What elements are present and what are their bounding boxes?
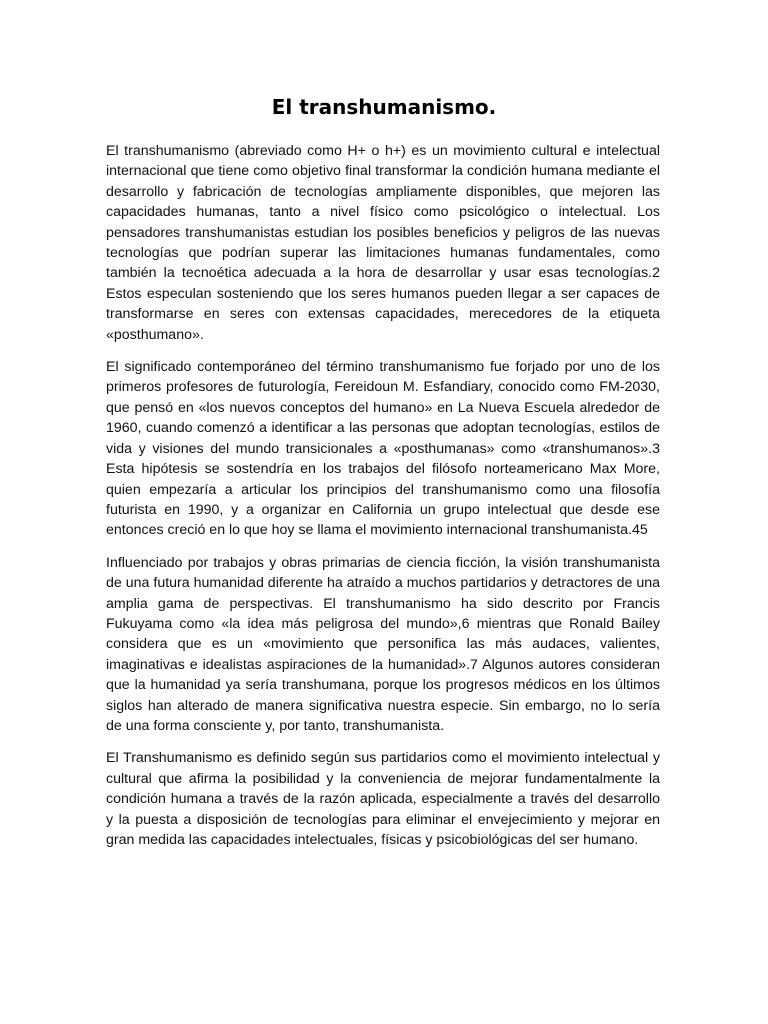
paragraph-3: Influenciado por trabajos y obras primarias de ciencia ficción, la visión transhumanista de una futura humanidad diferente ha atraído a muchos partidarios y detractores de una amplia gama de perspectivas. El transhumanismo ha sido descrito por Francis Fukuyama como «la idea más peligrosa del mundo»,6 mientras que Ronald Bailey considera que es un «movimiento que personifica las más audaces, valientes, imaginativas e idealistas aspiraciones de la humanidad».7 Algunos autores consideran que la humanidad ya sería transhumana, porque los progresos médicos en los últimos siglos han alterado de manera significativa nuestra especie. Sin embargo, no lo sería de una forma consciente y, por tanto, transhumanista. — [106, 554, 660, 734]
document-title: El transhumanismo. — [271, 95, 497, 119]
paragraph-4: El Transhumanismo es definido según sus partidarios como el movimiento intelectual y cultural que afirma la posibilidad y la conveniencia de mejorar fundamentalmente la condición humana a través de la razón aplicada, especialmente a través del desarrollo y la puesta a disposición de tecnologías para eliminar el envejecimiento y mejorar en gran medida las capacidades intelectuales, físicas y psicobiológicas del ser humano. — [106, 750, 660, 848]
paragraph-1: El transhumanismo (abreviado como H+ o h+) es un movimiento cultural e intelectual internacional que tiene como objetivo final transformar la condición humana mediante el desarrollo y fabricación de tecnologías ampliamente disponibles, que mejoren las capacidades humanas, tanto a nivel físico como psicológico o intelectual. Los pensadores transhumanistas estudian los posibles beneficios y peligros de las nuevas tecnologías que podrían superar las limitaciones humanas fundamentales, como también la tecnoética adecuada a la hora de desarrollar y usar esas tecnologías.2 Estos especulan sosteniendo que los seres humanos pueden llegar a ser capaces de transformarse en seres con extensas capacidades, merecedores de la etiqueta «posthumano». — [106, 143, 660, 343]
document-body — [106, 141, 660, 862]
paragraph-2: El significado contemporáneo del término transhumanismo fue forjado por uno de los primeros profesores de futurología, Fereidoun M. Esfandiary, conocido como FM-2030, que pensó en «los nuevos conceptos del humano» en La Nueva Escuela alrededor de 1960, cuando comenzó a identificar a las personas que adoptan tecnologías, estilos de vida y visiones del mundo transicionales a «posthumanas» como «transhumanos».3 Esta hipótesis se sostendría en los trabajos del filósofo norteamericano Max More, quien empezaría a articular los principios del transhumanismo como una filosofía futurista en 1990, y a organizar en California un grupo intelectual que desde ese entonces creció en lo que hoy se llama el movimiento internacional transhumanista.45 — [106, 359, 660, 539]
